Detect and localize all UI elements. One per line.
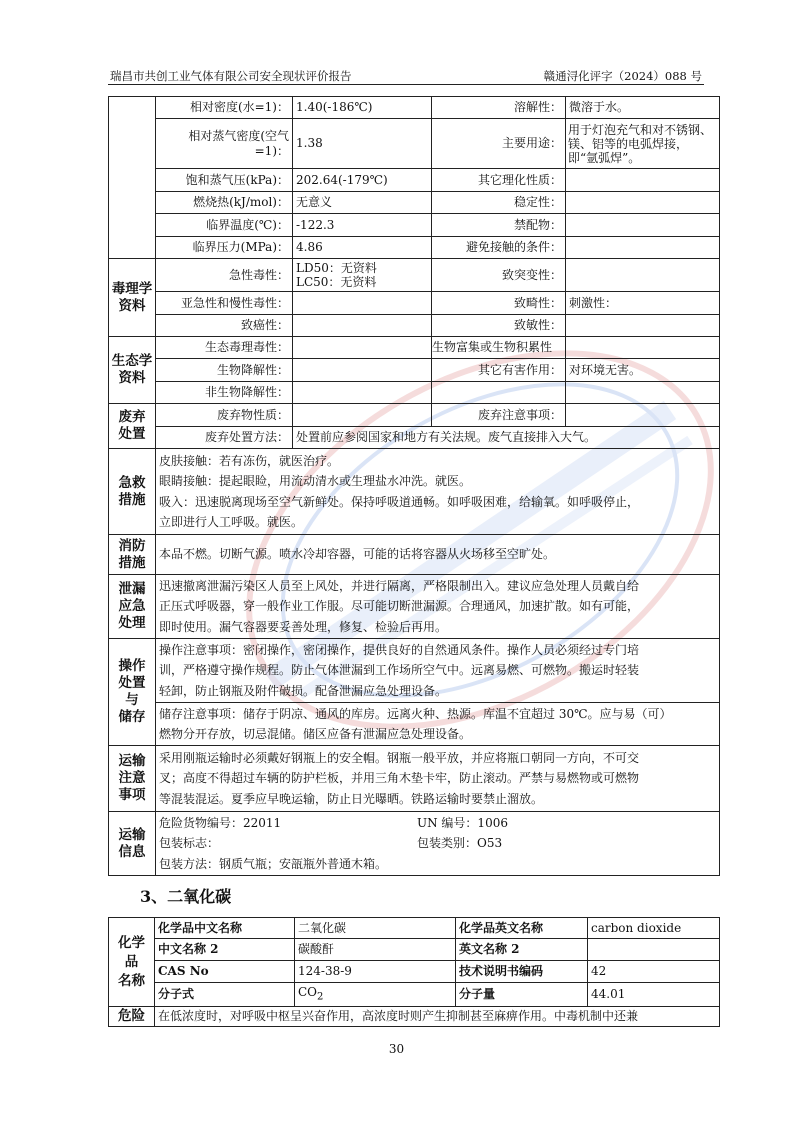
field-value <box>588 939 720 961</box>
field-value: 无意义 <box>293 192 432 214</box>
table-row <box>109 315 720 337</box>
field-label: 饱和蒸气压(kPa)： <box>156 169 293 192</box>
table-row <box>109 1007 720 1027</box>
field-value: 用于灯泡充气和对不锈钢、镁、铝等的电弧焊接，即“氩弧焊”。 <box>566 119 720 169</box>
first-aid-text: 皮肤接触：若有冻伤，就医治疗。 眼睛接触：提起眼睑，用流动清水或生理盐水冲洗。就医。 吸入：迅速脱离现场至空气新鲜处。保持呼吸道通畅。如呼吸困难，给输氧。如呼吸停止， 立即进行人工呼吸。就医。 <box>156 449 720 535</box>
field-value: 二氧化碳 <box>295 918 456 939</box>
section-first-aid: 急救 措施 <box>109 449 156 535</box>
field-label: 禁配物： <box>432 214 566 237</box>
field-label: 分子式 <box>155 983 295 1007</box>
table-row <box>109 359 720 382</box>
table-row <box>109 918 720 939</box>
field-label: 废弃注意事项： <box>432 404 566 427</box>
field-label: 分子量 <box>456 983 588 1007</box>
table-row <box>109 703 720 746</box>
field-value: 1.38 <box>293 119 432 169</box>
section-transport-info: 运输 信息 <box>109 812 156 876</box>
field-label: 致敏性： <box>432 315 566 337</box>
transport-notes-text: 采用刚瓶运输时必须戴好钢瓶上的安全帽。钢瓶一般平放，并应将瓶口朝同一方向，不可交 叉；高度不得超过车辆的防护栏板，并用三角木垫卡牢，防止滚动。严禁与易燃物或可燃物 等混装混运。夏季应早晚运输，防止日光曝晒。铁路运输时要禁止溜放。 <box>156 746 720 812</box>
field-label: 相对蒸气密度(空气=1)： <box>156 119 293 169</box>
field-value <box>566 214 720 237</box>
table-row <box>109 337 720 359</box>
field-label: 临界温度(℃)： <box>156 214 293 237</box>
table-row <box>109 97 720 119</box>
field-value: LD50：无资料 LC50：无资料 <box>293 259 432 292</box>
table-row <box>109 427 720 449</box>
field-value <box>566 192 720 214</box>
field-label: 溶解性： <box>432 97 566 119</box>
storage-text: 储存注意事项：储存于阴凉、通风的库房。远离火种、热源。库温不宜超过 30℃。应与易（可） 燃物分开存放，切忌混储。储区应备有泄漏应急处理设备。 <box>156 703 720 746</box>
field-label: CAS No <box>155 961 295 983</box>
table-row <box>109 292 720 315</box>
fire-text: 本品不燃。切断气源。喷水冷却容器，可能的话将容器从火场移至空旷处。 <box>156 535 720 575</box>
field-label: 避免接触的条件： <box>432 237 566 259</box>
field-label: 技术说明书编码 <box>456 961 588 983</box>
table-row <box>109 639 720 703</box>
section-fire: 消防 措施 <box>109 535 156 575</box>
section-leak: 泄漏 应急 处理 <box>109 575 156 639</box>
field-label: 废弃处置方法： <box>156 427 293 449</box>
field-label: 致癌性： <box>156 315 293 337</box>
field-label: 致畸性： <box>432 292 566 315</box>
field-value: 对环境无害。 <box>566 359 720 382</box>
field-value: carbon dioxide <box>588 918 720 939</box>
field-label: 临界压力(MPa)： <box>156 237 293 259</box>
field-value: -122.3 <box>293 214 432 237</box>
section-transport-notes: 运输 注意 事项 <box>109 746 156 812</box>
field-value: 在低浓度时，对呼吸中枢呈兴奋作用，高浓度时则产生抑制甚至麻痹作用。中毒机制中还兼 <box>155 1007 720 1027</box>
table-row <box>109 939 720 961</box>
field-value <box>566 169 720 192</box>
field-label: 稳定性： <box>432 192 566 214</box>
table-row <box>109 237 720 259</box>
field-label: 亚急性和慢性毒性： <box>156 292 293 315</box>
field-label: 生态毒理毒性： <box>156 337 293 359</box>
field-value <box>566 237 720 259</box>
table-row <box>109 119 720 169</box>
transport-info-text: 危险货物编号：22011 UN 编号：1006 包装标志： 包装类别：O53 包装方法：钢质气瓶；安瓿瓶外普通木箱。 <box>156 812 720 876</box>
msds-table-co2 <box>108 917 720 1027</box>
table-row <box>109 259 720 292</box>
page-header <box>108 66 704 85</box>
field-label: 生物富集或生物积累性 <box>432 337 566 359</box>
table-row <box>109 983 720 1007</box>
section-chemical-name: 化学 品 名称 <box>109 918 155 1007</box>
field-label: 致突变性： <box>432 259 566 292</box>
leak-text: 迅速撤离泄漏污染区人员至上风处，并进行隔离，严格限制出入。建议应急处理人员戴自给 正压式呼吸器，穿一般作业工作服。尽可能切断泄漏源。合理通风，加速扩散。如有可能， 即时使用。漏气容器要妥善处理，修复、检验后再用。 <box>156 575 720 639</box>
table-row <box>109 812 720 876</box>
msds-table-argon <box>108 96 720 876</box>
section-ecology: 生态学 资料 <box>109 337 156 404</box>
table-row <box>109 382 720 404</box>
table-row <box>109 169 720 192</box>
page-number: 30 <box>388 1042 405 1056</box>
field-label: 主要用途： <box>432 119 566 169</box>
field-label: 非生物降解性： <box>156 382 293 404</box>
field-label: 相对密度(水=1)： <box>156 97 293 119</box>
field-label: 其它理化性质： <box>432 169 566 192</box>
section-danger: 危险 <box>109 1007 155 1027</box>
field-value: 124-38-9 <box>295 961 456 983</box>
header-report-number: 赣通浔化评字（2024）088 号 <box>543 69 702 83</box>
handling-text: 操作注意事项：密闭操作，密闭操作，提供良好的自然通风条件。操作人员必须经过专门培 训，严格遵守操作规程。防止气体泄漏到工作场所空气中。远离易燃、可燃物。搬运时轻装 轻卸，防止钢瓶及附件破损。配备泄漏应急处理设备。 <box>156 639 720 703</box>
field-value: 44.01 <box>588 983 720 1007</box>
field-value: 1.40(-186℃) <box>293 97 432 119</box>
field-label: 化学品中文名称 <box>155 918 295 939</box>
table-row <box>109 535 720 575</box>
table-row <box>109 449 720 535</box>
field-value: $CO_2$ <box>295 983 456 1007</box>
table-row <box>109 192 720 214</box>
field-label: 废弃物性质： <box>156 404 293 427</box>
field-value: 微溶于水。 <box>566 97 720 119</box>
table-row <box>109 746 720 812</box>
field-value: 刺激性： <box>566 292 720 315</box>
table-row <box>109 404 720 427</box>
field-value: 碳酸酐 <box>295 939 456 961</box>
field-value: 处置前应参阅国家和地方有关法规。废气直接排入大气。 <box>293 427 720 449</box>
field-label: 中文名称 2 <box>155 939 295 961</box>
field-label: 英文名称 2 <box>456 939 588 961</box>
section-disposal: 废弃 处置 <box>109 404 156 449</box>
header-report-title: 瑞昌市共创工业气体有限公司安全现状评价报告 <box>110 69 352 83</box>
field-label: 急性毒性： <box>156 259 293 292</box>
section-heading-co2: 3、二氧化碳 <box>140 887 232 906</box>
field-label: 化学品英文名称 <box>456 918 588 939</box>
field-label: 生物降解性： <box>156 359 293 382</box>
field-label: 其它有害作用： <box>432 359 566 382</box>
field-value: 202.64(-179℃) <box>293 169 432 192</box>
table-row <box>109 214 720 237</box>
section-handling: 操作 处置 与 储存 <box>109 639 156 746</box>
table-row <box>109 575 720 639</box>
field-label: 燃烧热(kJ/mol)： <box>156 192 293 214</box>
field-value: 42 <box>588 961 720 983</box>
field-value: 4.86 <box>293 237 432 259</box>
table-row <box>109 961 720 983</box>
section-toxicology: 毒理学 资料 <box>109 259 156 337</box>
